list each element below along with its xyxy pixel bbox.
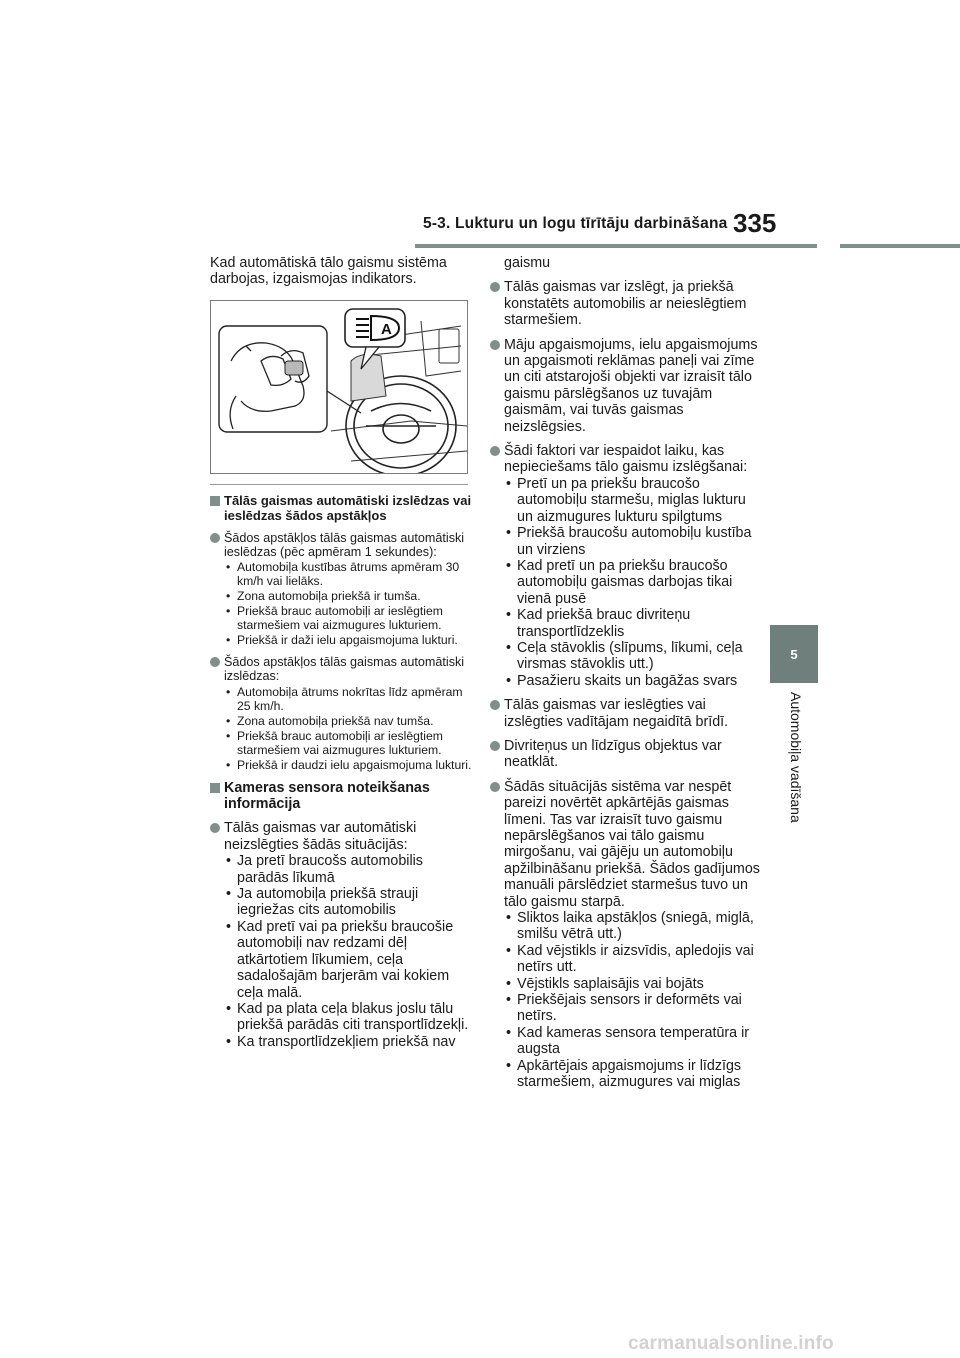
bullet-text: Šādos apstākļos tālās gaismas automātiski ieslēdzas (pēc apmēram 1 sekundes): bbox=[224, 530, 465, 560]
square-bullet-icon bbox=[210, 783, 220, 793]
bullet-text: Tālās gaismas var ieslēgties vai izslēgties vadītājam negaidītā brīdī. bbox=[504, 697, 729, 730]
sub-list bbox=[224, 560, 472, 647]
list-item bbox=[490, 279, 760, 328]
sub-list bbox=[504, 910, 760, 1090]
bullet-text: Divriteņus un līdzīgus objektus var neatklāt. bbox=[504, 737, 722, 771]
bullet-text: Māju apgaismojums, ielu apgaismojums un apgaismoti reklāmas paneļi vai zīme un citi atstarojoši objekti var izraisīt tālo gaismu pārslēgšanos uz tuvajām gaismām, vai tuvās gaismas neizslēgsies. bbox=[504, 336, 758, 435]
sub-list bbox=[224, 853, 472, 1050]
circle-bullet-icon bbox=[490, 340, 500, 350]
sub-list-item: • Ceļa stāvoklis (slīpums, līkumi, ceļa virsmas stāvoklis utt.) bbox=[504, 640, 760, 673]
divider bbox=[210, 484, 468, 485]
figure-headlight-switch bbox=[210, 300, 468, 474]
sub-list-item: • Zona automobiļa priekšā ir tumša. bbox=[224, 589, 472, 603]
sub-list-item: • Ka transportlīdzekļiem priekšā nav bbox=[224, 1034, 472, 1050]
section-title: 5-3. Lukturu un logu tīrītāju darbināšana bbox=[423, 215, 728, 232]
sub-list-item: • Zona automobiļa priekšā nav tumša. bbox=[224, 714, 472, 728]
section-heading-auto-switch bbox=[210, 493, 472, 523]
sub-list bbox=[504, 476, 760, 689]
bullet-text: Šādos apstākļos tālās gaismas automātiski izslēdzas: bbox=[224, 655, 465, 684]
illustration bbox=[211, 301, 467, 473]
section-heading-camera-sensor bbox=[210, 780, 472, 813]
sub-list-item: • Kad priekšā brauc divriteņu transportlīdzeklis bbox=[504, 607, 760, 640]
header-rule-right bbox=[840, 244, 960, 248]
circle-bullet-icon bbox=[210, 533, 220, 543]
left-column bbox=[210, 255, 472, 1058]
square-bullet-icon bbox=[210, 496, 220, 506]
indicator-letter: A bbox=[381, 320, 392, 338]
circle-bullet-icon bbox=[490, 446, 500, 456]
bullet-text: Šādi faktori var iespaidot laiku, kas nepieciešams tālo gaismu izslēgšanai: bbox=[504, 443, 748, 476]
chapter-title: Automobiļa vadīšana bbox=[788, 692, 804, 823]
sub-list-item: • Kad pretī vai pa priekšu braucošie automobiļi nav redzami dēļ atkārtotiem līkumiem, ceļa sadalošajām barjerām vai kokiem ceļa malā. bbox=[224, 919, 472, 1001]
sub-list-item: • Priekšā brauc automobiļi ar ieslēgtiem starmešiem vai aizmugures lukturiem. bbox=[224, 604, 472, 632]
chapter-number: 5 bbox=[790, 646, 798, 662]
circle-bullet-icon bbox=[490, 782, 500, 792]
continuation-text: gaismu bbox=[504, 255, 551, 271]
bullet-text: Tālās gaismas var izslēgt, ja priekšā konstatēts automobilis ar neieslēgtiem starmešiem. bbox=[504, 279, 747, 329]
circle-bullet-icon bbox=[490, 700, 500, 710]
sub-list-item: • Kad pretī un pa priekšu braucošo automobiļu gaismas darbojas tikai vienā pusē bbox=[504, 558, 760, 607]
sub-list-item: • Priekšā brauc automobiļi ar ieslēgtiem starmešiem vai aizmugures lukturiem. bbox=[224, 729, 472, 757]
bullet-text: Šādās situācijās sistēma var nespēt pareizi novērtēt apkārtējās gaismas līmeni. Tas var izraisīt tuvo gaismu nepārslēgšanos vai tālo gaismu mirgošanu, vai gājēju un automobiļu apžilbināšanu priekšā. Šādos gadījumos manuāli pārslēdziet starmešus tuvo un tālo gaismu starpā. bbox=[504, 778, 760, 910]
right-column bbox=[490, 255, 760, 1099]
circle-bullet-icon bbox=[490, 741, 500, 751]
sub-list-item: • Pasažieru skaits un bagāžas svars bbox=[504, 673, 760, 689]
sub-list bbox=[224, 685, 472, 772]
sub-list-item: • Kad pa plata ceļa blakus joslu tālu priekšā parādās citi transportlīdzekļi. bbox=[224, 1001, 472, 1034]
list-item bbox=[210, 655, 472, 771]
sub-list-item: • Apkārtējais apgaismojums ir līdzīgs starmešiem, aizmugures vai miglas bbox=[504, 1058, 760, 1091]
sub-list-item: • Automobiļa ātrums nokrītas līdz apmēram 25 km/h. bbox=[224, 685, 472, 713]
sub-list-item: • Automobiļa kustības ātrums apmēram 30 km/h vai lielāks. bbox=[224, 560, 472, 588]
sub-list-item: • Kad kameras sensora temperatūra ir augsta bbox=[504, 1025, 760, 1058]
sub-list-item: • Sliktos laika apstākļos (sniegā, miglā, smilšu vētrā utt.) bbox=[504, 910, 760, 943]
bullet-text: Tālās gaismas var automātiski neizslēgties šādās situācijās: bbox=[224, 820, 417, 853]
sub-list-item: • Priekšā ir daudzi ielu apgaismojuma lukturi. bbox=[224, 758, 472, 772]
sub-list-item: • Kad vējstikls ir aizsvīdis, apledojis vai netīrs utt. bbox=[504, 943, 760, 976]
list-item bbox=[490, 697, 760, 730]
page-number: 335 bbox=[733, 208, 777, 238]
inset-frame bbox=[219, 326, 327, 432]
watermark: carmanualsonline.info bbox=[628, 1333, 834, 1354]
list-item bbox=[490, 337, 760, 435]
list-item bbox=[490, 779, 760, 1091]
list-item bbox=[210, 531, 472, 647]
sub-list-item: • Ja pretī braucošs automobilis parādās līkumā bbox=[224, 853, 472, 886]
sub-list-item: • Vējstikls saplaisājis vai bojāts bbox=[504, 976, 760, 992]
list-item bbox=[490, 443, 760, 689]
circle-bullet-icon bbox=[210, 657, 220, 667]
section-heading-text: Tālās gaismas automātiski izslēdzas vai ieslēdzas šādos apstākļos bbox=[224, 492, 472, 523]
list-item bbox=[210, 820, 472, 1050]
section-heading-text: Kameras sensora noteikšanas informācija bbox=[224, 779, 430, 813]
list-item bbox=[490, 738, 760, 771]
sub-list-item: • Priekšējais sensors ir deformēts vai netīrs. bbox=[504, 992, 760, 1025]
sub-list-item: • Pretī un pa priekšu braucošo automobiļu starmešu, miglas lukturu un aizmugures lukturu spilgtums bbox=[504, 476, 760, 525]
header-rule bbox=[415, 244, 817, 248]
circle-bullet-icon bbox=[490, 282, 500, 292]
sub-list-item: • Priekšā ir daži ielu apgaismojuma lukturi. bbox=[224, 633, 472, 647]
chapter-tab bbox=[770, 625, 818, 683]
intro-text: Kad automātiskā tālo gaismu sistēma darbojas, izgaismojas indikators. bbox=[210, 255, 447, 288]
sub-list-item: • Ja automobiļa priekšā strauji iegriežas cits automobilis bbox=[224, 886, 472, 919]
circle-bullet-icon bbox=[210, 823, 220, 833]
sub-list-item: • Priekšā braucošu automobiļu kustība un virziens bbox=[504, 525, 760, 558]
